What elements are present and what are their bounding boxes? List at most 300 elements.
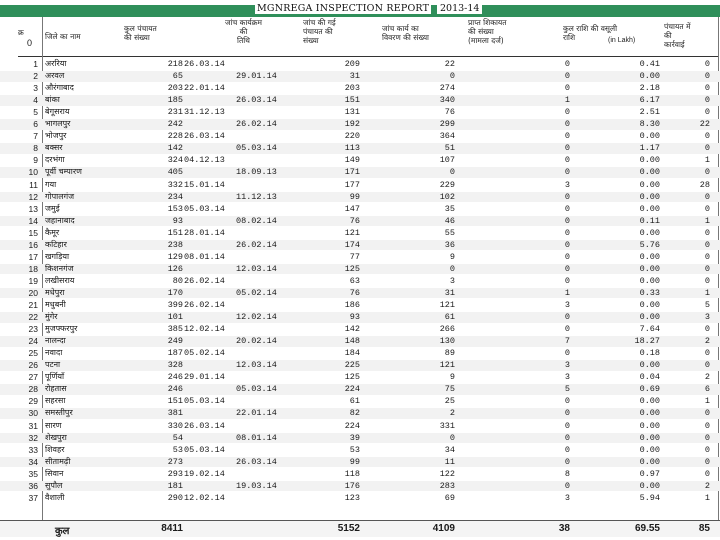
works-count: 340 [439, 95, 455, 106]
inspection-date-alt: 26.03.14 [236, 456, 277, 467]
inspection-date-alt: 12.03.14 [236, 263, 277, 274]
works-count: 121 [439, 300, 455, 310]
district-name: नालन्दा [45, 336, 66, 346]
totals-action: 85 [698, 523, 710, 534]
monitored-count: 53 [349, 444, 360, 455]
table-row [0, 143, 720, 154]
inspection-date-alt: 12.02.14 [236, 312, 277, 323]
table-row [0, 336, 720, 347]
works-count: 229 [439, 179, 455, 190]
monitored-count: 220 [344, 131, 360, 142]
gp-count: 129 [167, 251, 183, 262]
col-gp-header: कुल पंचायत की संख्या [124, 24, 157, 42]
serial-number: 4 [33, 95, 38, 106]
recovery-amount: 0.00 [639, 203, 660, 214]
inspection-date-alt: 12.03.14 [236, 360, 277, 371]
action-count: 6 [704, 384, 710, 395]
table-row [0, 324, 720, 335]
table-row [0, 119, 720, 130]
col-sn-sub: 0 [27, 38, 33, 48]
gp-count: 170 [167, 287, 183, 298]
monitored-count: 151 [344, 95, 360, 106]
monitored-count: 76 [349, 287, 360, 298]
action-count: 0 [704, 251, 710, 262]
district-name: वैशाली [45, 492, 65, 502]
action-count: 1 [704, 155, 710, 166]
recovery-amount: 0.18 [639, 348, 660, 359]
gp-count: 65 [172, 71, 183, 82]
serial-number: 17 [28, 251, 38, 262]
district-name: पूर्वी चम्पारण [45, 167, 82, 177]
recovery-amount: 8.30 [639, 119, 660, 130]
works-count: 35 [444, 203, 455, 214]
inspection-date-alt: 08.02.14 [236, 215, 277, 226]
inspection-date-alt: 18.09.13 [236, 167, 277, 178]
district-name: कैमूर [45, 227, 60, 237]
complaint-count: 3 [564, 300, 570, 310]
table-row [0, 167, 720, 178]
action-count: 0 [704, 348, 710, 359]
complaint-count: 0 [564, 215, 570, 226]
gp-count: 93 [172, 215, 183, 226]
recovery-amount: 0.97 [639, 468, 660, 479]
monitored-count: 125 [344, 372, 360, 383]
district-name: शिवहर [45, 444, 65, 454]
complaint-count: 0 [564, 191, 570, 202]
serial-number: 36 [28, 480, 38, 491]
serial-number: 27 [28, 372, 38, 383]
gp-count: 332 [167, 179, 183, 190]
action-count: 1 [704, 287, 710, 298]
works-count: 51 [444, 143, 455, 154]
recovery-amount: 0.00 [639, 263, 660, 274]
table-row [0, 216, 720, 227]
totals-works: 4109 [432, 523, 455, 534]
recovery-amount: 0.00 [639, 480, 660, 491]
table-row [0, 59, 720, 70]
gp-count: 242 [167, 119, 183, 130]
gp-count: 324 [167, 155, 183, 166]
col-complaint-header: प्राप्त शिकायत की संख्या (मामला दर्ज) [468, 18, 507, 45]
table-row [0, 240, 720, 251]
inspection-date-alt: 26.02.14 [236, 119, 277, 130]
complaint-count: 0 [564, 131, 570, 142]
district-name: रोहतास [45, 384, 67, 394]
table-row [0, 95, 720, 106]
complaint-count: 0 [564, 167, 570, 178]
complaint-count: 3 [564, 372, 570, 383]
recovery-amount: 0.00 [639, 227, 660, 238]
inspection-date: 26.03.14 [184, 420, 225, 431]
inspection-date-alt: 05.03.14 [236, 384, 277, 395]
works-count: 25 [444, 396, 455, 407]
district-name: बेगूसराय [45, 107, 70, 117]
table-row [0, 204, 720, 215]
recovery-amount: 0.00 [639, 275, 660, 286]
monitored-count: 125 [344, 263, 360, 274]
action-count: 0 [704, 324, 710, 335]
gp-count: 330 [167, 420, 183, 431]
gp-count: 246 [167, 372, 183, 383]
monitored-count: 63 [349, 275, 360, 286]
district-name: नवादा [45, 348, 63, 358]
works-count: 122 [439, 468, 455, 479]
action-count: 0 [704, 239, 710, 250]
monitored-count: 174 [344, 239, 360, 250]
complaint-count: 8 [564, 468, 570, 479]
district-name: भागलपुर [45, 119, 71, 129]
serial-number: 32 [28, 432, 38, 443]
inspection-date-alt: 05.03.14 [236, 143, 277, 154]
works-count: 299 [439, 119, 455, 130]
district-name: अररिया [45, 59, 67, 68]
monitored-count: 142 [344, 324, 360, 335]
gp-count: 203 [167, 83, 183, 94]
recovery-amount: 7.64 [639, 324, 660, 335]
serial-number: 8 [33, 143, 38, 154]
serial-number: 30 [28, 408, 38, 419]
serial-number: 11 [29, 179, 38, 190]
works-count: 89 [444, 348, 455, 359]
recovery-amount: 0.00 [639, 131, 660, 142]
complaint-count: 5 [564, 384, 570, 395]
complaint-count: 0 [564, 107, 570, 118]
complaint-count: 0 [564, 480, 570, 491]
gp-count: 80 [172, 275, 183, 286]
table-row [0, 288, 720, 299]
monitored-count: 93 [349, 312, 360, 323]
district-name: बांका [45, 95, 60, 105]
table-row [0, 421, 720, 432]
table-row [0, 192, 720, 203]
complaint-count: 3 [564, 179, 570, 190]
district-name: गोपालगंज [45, 191, 75, 201]
complaint-count: 0 [564, 432, 570, 443]
recovery-amount: 6.17 [639, 95, 660, 106]
table-row [0, 107, 720, 118]
works-count: 31 [444, 287, 455, 298]
recovery-amount: 0.33 [639, 287, 660, 298]
serial-number: 31 [28, 420, 38, 431]
inspection-date-alt: 29.01.14 [236, 71, 277, 82]
gp-count: 228 [167, 131, 183, 142]
recovery-amount: 0.00 [639, 312, 660, 323]
serial-number: 2 [33, 71, 38, 82]
monitored-count: 149 [344, 155, 360, 166]
totals-row [0, 520, 720, 537]
monitored-count: 61 [349, 396, 360, 407]
action-count: 0 [704, 131, 710, 142]
inspection-date: 19.02.14 [184, 468, 225, 479]
district-name: सहरसा [45, 396, 66, 406]
action-count: 28 [699, 179, 710, 190]
gp-count: 238 [167, 239, 183, 250]
table-row [0, 384, 720, 395]
recovery-amount: 0.00 [639, 179, 660, 190]
inspection-date: 26.02.14 [184, 300, 225, 310]
gp-count: 101 [167, 312, 183, 323]
inspection-date: 26.03.14 [184, 59, 225, 69]
recovery-amount: 0.11 [639, 215, 660, 226]
monitored-count: 176 [344, 480, 360, 491]
works-count: 331 [439, 420, 455, 431]
serial-number: 7 [33, 131, 38, 142]
recovery-amount: 0.00 [639, 360, 660, 371]
inspection-date: 22.01.14 [184, 83, 225, 94]
table-row [0, 469, 720, 480]
recovery-amount: 0.69 [639, 384, 660, 395]
district-name: अरवल [45, 71, 65, 81]
complaint-count: 1 [564, 287, 570, 298]
monitored-count: 224 [344, 384, 360, 395]
inspection-date: 05.03.14 [184, 203, 225, 214]
monitored-count: 77 [349, 251, 360, 262]
monitored-count: 209 [344, 59, 360, 69]
works-count: 121 [439, 360, 455, 371]
works-count: 364 [439, 131, 455, 142]
inspection-date: 31.12.13 [184, 107, 225, 118]
serial-number: 34 [28, 456, 38, 467]
table-row [0, 493, 720, 504]
inspection-date: 29.01.14 [184, 372, 225, 383]
works-count: 107 [439, 155, 455, 166]
action-count: 0 [704, 275, 710, 286]
action-count: 0 [704, 444, 710, 455]
gp-count: 185 [167, 95, 183, 106]
works-count: 22 [444, 59, 455, 69]
col-monitor-header: जांच की गई पंचायत की संख्या [303, 18, 336, 45]
inspection-date-alt: 20.02.14 [236, 336, 277, 347]
serial-number: 22 [28, 312, 38, 323]
table-row [0, 433, 720, 444]
action-count: 0 [704, 143, 710, 154]
serial-number: 12 [28, 191, 38, 202]
report-title: MGNREGA INSPECTION REPORT [257, 3, 430, 14]
serial-number: 20 [28, 287, 38, 298]
recovery-amount: 0.41 [639, 59, 660, 69]
gp-count: 249 [167, 336, 183, 347]
monitored-count: 39 [349, 432, 360, 443]
action-count: 3 [704, 312, 710, 323]
complaint-count: 0 [564, 348, 570, 359]
gp-count: 231 [167, 107, 183, 118]
complaint-count: 0 [564, 143, 570, 154]
complaint-count: 0 [564, 312, 570, 323]
table-row [0, 252, 720, 263]
action-count: 0 [704, 432, 710, 443]
action-count: 0 [704, 420, 710, 431]
inspection-date-alt: 26.02.14 [236, 239, 277, 250]
works-count: 0 [449, 71, 455, 82]
action-count: 0 [704, 468, 710, 479]
table-row [0, 481, 720, 492]
district-name: समस्तीपुर [45, 408, 73, 418]
complaint-count: 0 [564, 155, 570, 166]
inspection-date: 26.03.14 [184, 131, 225, 142]
district-name: खगड़िया [45, 251, 70, 261]
district-name: लखीसराय [45, 275, 75, 285]
monitored-count: 121 [344, 227, 360, 238]
complaint-count: 3 [564, 492, 570, 503]
action-count: 0 [704, 167, 710, 178]
action-count: 0 [704, 360, 710, 371]
works-count: 266 [439, 324, 455, 335]
action-count: 0 [704, 107, 710, 118]
action-count: 0 [704, 95, 710, 106]
inspection-date: 26.02.14 [184, 275, 225, 286]
complaint-count: 0 [564, 396, 570, 407]
inspection-date: 15.01.14 [184, 179, 225, 190]
gp-count: 290 [167, 492, 183, 503]
works-count: 76 [444, 107, 455, 118]
action-count: 0 [704, 191, 710, 202]
totals-label: कुल [55, 526, 70, 537]
col-works-header: जांच कार्य का विवरण की संख्या [382, 24, 429, 42]
works-count: 3 [449, 275, 455, 286]
works-count: 36 [444, 239, 455, 250]
recovery-amount: 0.00 [639, 300, 660, 310]
inspection-date-alt: 05.02.14 [236, 287, 277, 298]
district-name: पूर्णियाँ [45, 372, 65, 382]
works-count: 9 [449, 251, 455, 262]
inspection-date: 12.02.14 [184, 492, 225, 503]
complaint-count: 0 [564, 227, 570, 238]
serial-number: 14 [28, 215, 38, 226]
recovery-amount: 5.94 [639, 492, 660, 503]
action-count: 2 [704, 480, 710, 491]
totals-gp: 8411 [161, 523, 183, 534]
inspection-date-alt: 19.03.14 [236, 480, 277, 491]
gp-count: 153 [167, 203, 183, 214]
works-count: 11 [444, 456, 455, 467]
complaint-count: 0 [564, 456, 570, 467]
monitored-count: 123 [344, 492, 360, 503]
complaint-count: 0 [564, 408, 570, 419]
district-name: मुजफ्फरपुर [45, 324, 78, 334]
district-name: मुंगेर [45, 312, 58, 322]
action-count: 2 [704, 336, 710, 347]
table-row [0, 457, 720, 468]
gp-count: 218 [167, 59, 183, 69]
monitored-count: 171 [344, 167, 360, 178]
complaint-count: 0 [564, 83, 570, 94]
recovery-amount: 0.00 [639, 155, 660, 166]
monitored-count: 113 [344, 143, 360, 154]
inspection-date: 05.02.14 [184, 348, 225, 359]
district-name: जहानाबाद [45, 215, 75, 225]
recovery-amount: 0.00 [639, 420, 660, 431]
recovery-amount: 0.00 [639, 191, 660, 202]
serial-number: 33 [28, 444, 38, 455]
monitored-count: 192 [344, 119, 360, 130]
gp-count: 126 [167, 263, 183, 274]
action-count: 22 [699, 119, 710, 130]
serial-number: 10 [28, 167, 38, 178]
action-count: 0 [704, 408, 710, 419]
inspection-date-alt: 08.01.14 [236, 432, 277, 443]
complaint-count: 0 [564, 251, 570, 262]
inspection-date: 28.01.14 [184, 227, 225, 238]
monitored-count: 224 [344, 420, 360, 431]
district-name: दरभंगा [45, 155, 65, 165]
serial-number: 35 [28, 468, 38, 479]
col-sn-header: क्र [18, 28, 24, 37]
monitored-count: 99 [349, 191, 360, 202]
gp-count: 187 [167, 348, 183, 359]
recovery-amount: 2.18 [639, 83, 660, 94]
gp-count: 293 [167, 468, 183, 479]
monitored-count: 148 [344, 336, 360, 347]
totals-monitor: 5152 [337, 523, 360, 534]
gp-count: 399 [167, 300, 183, 310]
district-name: पटना [45, 360, 61, 370]
monitored-count: 82 [349, 408, 360, 419]
district-name: बक्सर [45, 143, 63, 153]
col-amount-header: कुल राशि की वसूली राशि [563, 24, 618, 42]
table-row [0, 372, 720, 383]
header-divider [18, 56, 718, 57]
complaint-count: 0 [564, 263, 570, 274]
complaint-count: 0 [564, 119, 570, 130]
inspection-date: 04.12.13 [184, 155, 225, 166]
complaint-count: 7 [564, 336, 570, 347]
totals-amount: 69.55 [634, 523, 660, 534]
complaint-count: 3 [564, 360, 570, 371]
complaint-count: 0 [564, 275, 570, 286]
serial-number: 18 [28, 263, 38, 274]
works-count: 274 [439, 83, 455, 94]
complaint-count: 0 [564, 239, 570, 250]
gp-count: 405 [167, 167, 183, 178]
recovery-amount: 0.04 [639, 372, 660, 383]
recovery-amount: 0.00 [639, 396, 660, 407]
district-name: सिवान [45, 468, 64, 478]
recovery-amount: 0.00 [639, 251, 660, 262]
action-count: 2 [704, 372, 710, 383]
monitored-count: 31 [349, 71, 360, 82]
table-row [0, 228, 720, 239]
inspection-date: 05.03.14 [184, 444, 225, 455]
serial-number: 3 [33, 83, 38, 94]
table-row [0, 396, 720, 407]
serial-number: 13 [28, 203, 38, 214]
action-count: 1 [704, 215, 710, 226]
recovery-amount: 0.00 [639, 408, 660, 419]
action-count: 0 [704, 59, 710, 69]
monitored-count: 186 [344, 300, 360, 310]
table-row [0, 360, 720, 371]
district-name: गया [45, 179, 57, 189]
action-count: 5 [704, 300, 710, 310]
recovery-amount: 2.51 [639, 107, 660, 118]
works-count: 283 [439, 480, 455, 491]
action-count: 1 [704, 492, 710, 503]
complaint-count: 0 [564, 444, 570, 455]
action-count: 0 [704, 456, 710, 467]
table-row [0, 312, 720, 323]
action-count: 1 [704, 396, 710, 407]
serial-number: 25 [28, 348, 38, 359]
monitored-count: 131 [344, 107, 360, 118]
recovery-amount: 1.17 [639, 143, 660, 154]
works-count: 55 [444, 227, 455, 238]
serial-number: 5 [33, 107, 38, 118]
works-count: 9 [449, 372, 455, 383]
gp-count: 234 [167, 191, 183, 202]
gp-count: 151 [167, 396, 183, 407]
gp-count: 381 [167, 408, 183, 419]
monitored-count: 118 [344, 468, 360, 479]
